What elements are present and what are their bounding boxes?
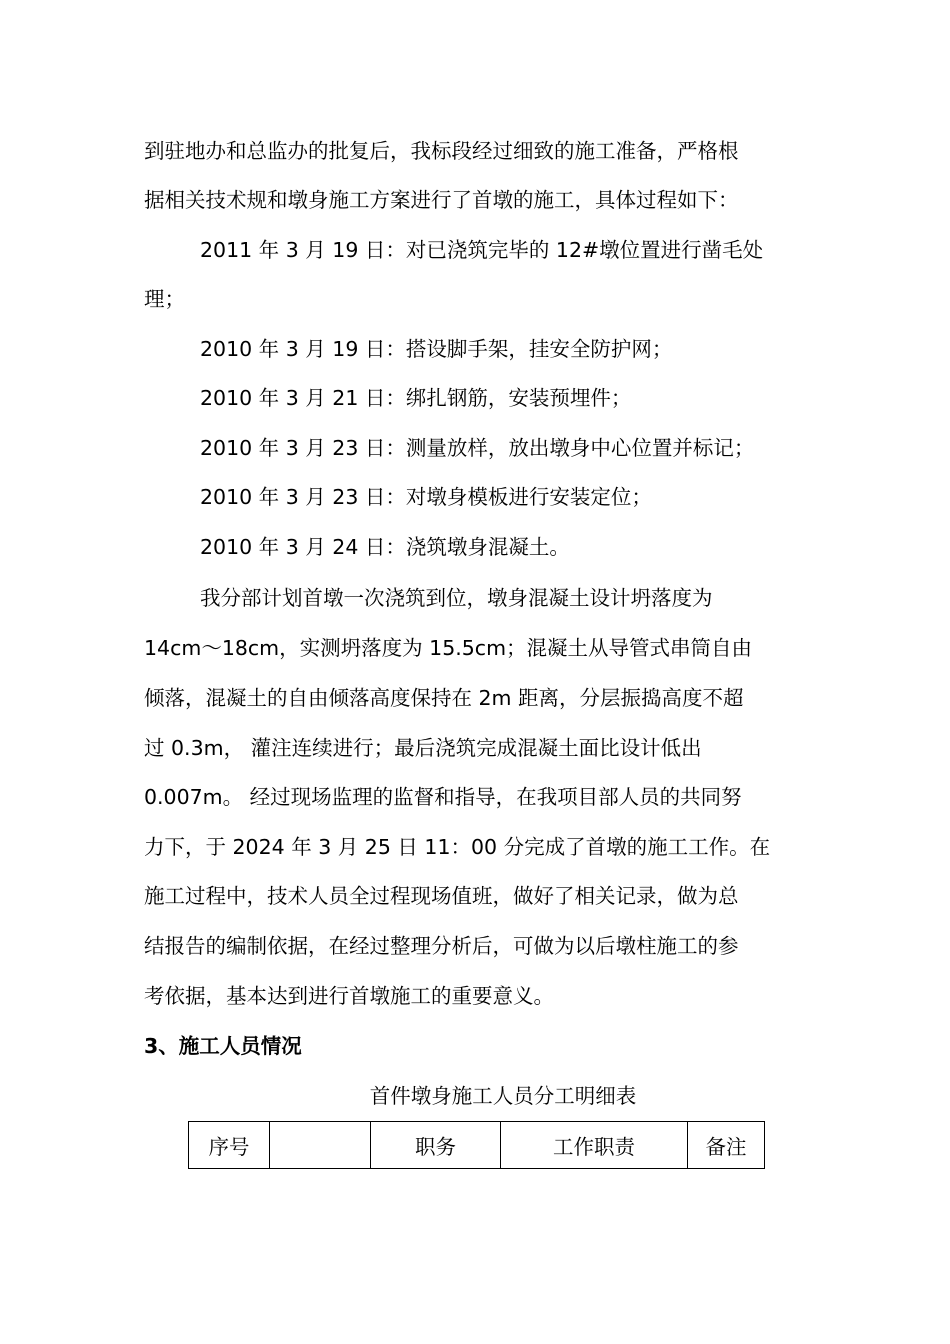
step-line: 2010 年 3 月 24 日：浇筑墩身混凝土。: [200, 535, 570, 559]
header-cell-duties: 工作职责: [501, 1122, 688, 1169]
step-line: 2010 年 3 月 19 日：搭设脚手架，挂安全防护网；: [200, 337, 673, 361]
summary-line: 力下，于 2024 年 3 月 25 日 11：00 分完成了首墩的施工工作。在: [144, 835, 771, 859]
intro-line-1: 到驻地办和总监办的批复后，我标段经过细致的施工准备，严格根: [144, 139, 739, 163]
header-cell-index: 序号: [189, 1122, 270, 1169]
section-heading: 3、施工人员情况: [144, 1034, 302, 1058]
header-cell-blank: [270, 1122, 371, 1169]
step-line: 理；: [144, 287, 185, 311]
summary-line: 14cm～18cm，实测坍落度为 15.5cm；混凝土从导管式串筒自由: [144, 636, 753, 660]
staff-table: [188, 1121, 765, 1169]
step-line: 2011 年 3 月 19 日：对已浇筑完毕的 12#墩位置进行凿毛处: [200, 238, 764, 262]
intro-line-2: 据相关技术规和墩身施工方案进行了首墩的施工，具体过程如下：: [144, 188, 739, 212]
step-line: 2010 年 3 月 23 日：测量放样，放出墩身中心位置并标记；: [200, 436, 755, 460]
summary-line: 考依据，基本达到进行首墩施工的重要意义。: [144, 984, 554, 1008]
summary-line: 0.007m。 经过现场监理的监督和指导，在我项目部人员的共同努: [144, 785, 742, 809]
summary-line: 倾落，混凝土的自由倾落高度保持在 2m 距离，分层振捣高度不超: [144, 686, 744, 710]
summary-line: 结报告的编制依据，在经过整理分析后，可做为以后墩柱施工的参: [144, 934, 739, 958]
table-header-row: [189, 1122, 765, 1169]
header-cell-position: 职务: [371, 1122, 501, 1169]
summary-line: 施工过程中，技术人员全过程现场值班，做好了相关记录，做为总: [144, 884, 739, 908]
summary-line: 过 0.3m， 灌注连续进行；最后浇筑完成混凝土面比设计低出: [144, 736, 702, 760]
step-line: 2010 年 3 月 23 日：对墩身模板进行安装定位；: [200, 485, 652, 509]
header-cell-remarks: 备注: [688, 1122, 765, 1169]
table-title: 首件墩身施工人员分工明细表: [369, 1084, 637, 1108]
step-line: 2010 年 3 月 21 日：绑扎钢筋，安装预埋件；: [200, 386, 632, 410]
summary-line: 我分部计划首墩一次浇筑到位，墩身混凝土设计坍落度为: [200, 586, 713, 610]
